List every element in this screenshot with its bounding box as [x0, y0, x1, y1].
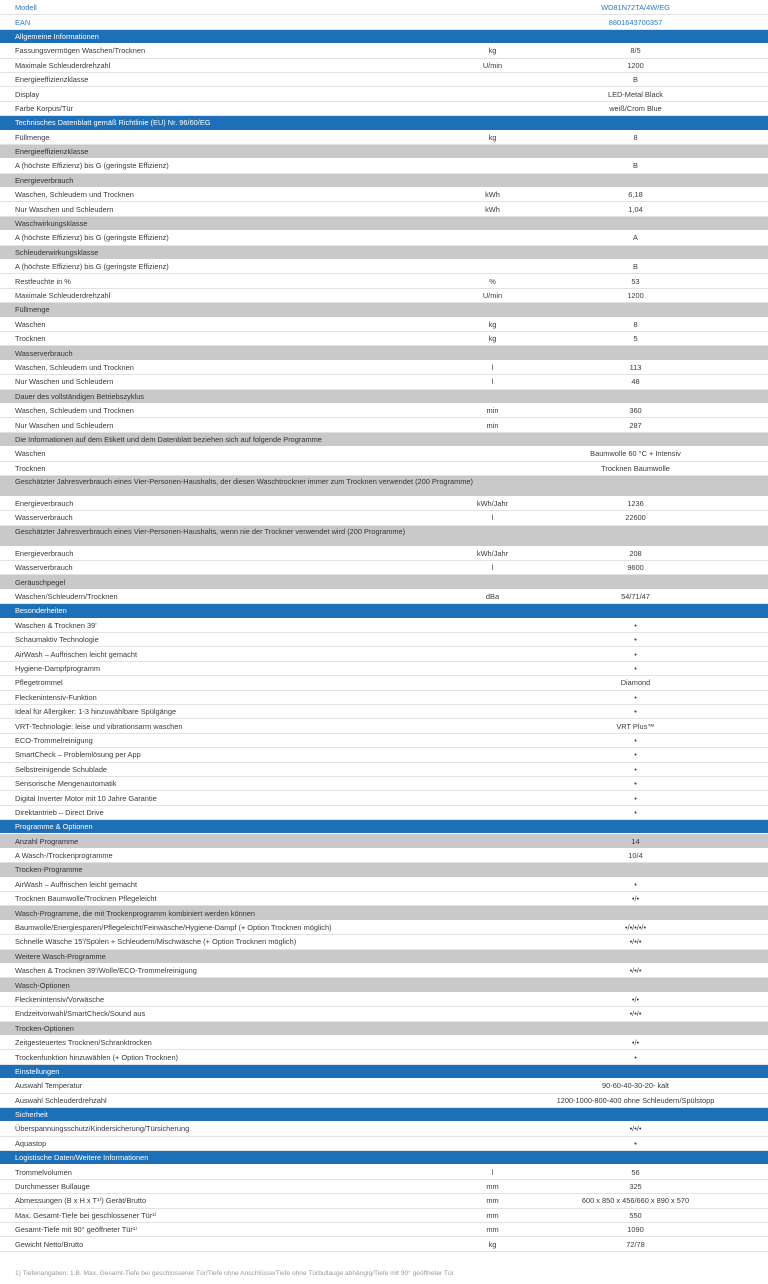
row-label: Wasch-Programme, die mit Trockenprogramm kombiniert werden können [15, 908, 256, 918]
row-value: 56 [631, 1167, 640, 1177]
row-value: B [633, 161, 638, 171]
row-value: 360 [629, 406, 642, 416]
spec-row [0, 734, 768, 748]
spec-row [0, 131, 768, 145]
row-label: Durchmesser Bullauge [15, 1182, 90, 1192]
row-label: Waschwirkungsklasse [15, 219, 88, 229]
spec-row [0, 1209, 768, 1223]
spec-row [0, 332, 768, 346]
row-label: Aquastop [15, 1138, 47, 1148]
spec-row [0, 763, 768, 777]
row-label: Überspannungsschutz/Kindersicherung/Türsicherung [15, 1124, 190, 1134]
subsection-header [0, 575, 768, 589]
spec-row [0, 1137, 768, 1151]
row-label: Modell [15, 3, 37, 13]
spec-row [0, 1223, 768, 1237]
row-value: VRT Plus™ [616, 721, 655, 731]
spec-row [0, 361, 768, 375]
row-label: Gewicht Netto/Brutto [15, 1239, 84, 1249]
row-label: Direktantrieb – Direct Drive [15, 807, 104, 817]
spec-row [0, 1094, 768, 1108]
row-value: 90-60-40-30-20- kalt [602, 1081, 669, 1091]
row-label: A (höchste Effizienz) bis G (geringste Effizienz) [15, 161, 169, 171]
row-label: Wasch-Optionen [15, 980, 70, 990]
row-label: Trocknen [15, 334, 46, 344]
spec-row [0, 719, 768, 733]
row-label: Wasserverbrauch [15, 563, 73, 573]
row-label: Max. Gesamt-Tiefe bei geschlossener Tür¹⁾ [15, 1210, 157, 1220]
row-label: Digital Inverter Motor mit 10 Jahre Garantie [15, 793, 157, 803]
section-header [0, 30, 768, 44]
row-unit: l [491, 563, 494, 573]
row-label: Nur Waschen und Schleudern [15, 420, 114, 430]
row-value: Baumwolle 60 °C + Intensiv [590, 449, 681, 459]
row-value: 113 [629, 362, 642, 372]
row-label: Geschätzter Jahresverbrauch eines Vier-Personen-Haushalts, wenn nie der Trockner verwendet wird (200 Programme) [15, 526, 406, 536]
row-label: AirWash – Auffrischen leicht gemacht [15, 879, 138, 889]
row-label: Display [15, 89, 40, 99]
section-header [0, 116, 768, 130]
row-label: Geräuschpegel [15, 577, 66, 587]
spec-row [0, 590, 768, 604]
row-label: Fleckenintensiv/Vorwäsche [15, 994, 105, 1004]
row-unit: mm [486, 1196, 499, 1206]
row-label: A (höchste Effizienz) bis G (geringste Effizienz) [15, 262, 169, 272]
row-unit: kg [488, 334, 497, 344]
row-value: 53 [631, 276, 640, 286]
subsection-header [0, 433, 768, 447]
spec-row [0, 662, 768, 676]
row-label: Nur Waschen und Schleudern [15, 204, 114, 214]
row-label: Waschen, Schleudern und Trocknen [15, 362, 134, 372]
spec-row [0, 1194, 768, 1208]
row-value: • [634, 1052, 637, 1062]
row-label: Einstellungen [15, 1066, 60, 1076]
row-value: • [634, 779, 637, 789]
spec-row [0, 547, 768, 561]
row-value: • [634, 620, 637, 630]
row-label: Trocken-Optionen [15, 1023, 74, 1033]
row-value: 8 [633, 319, 638, 329]
row-value: 14 [631, 836, 640, 846]
spec-row [0, 1122, 768, 1136]
row-label: Farbe Korpus/Tür [15, 103, 73, 113]
row-unit: kWh [485, 204, 500, 214]
footnote: 1) Tiefenangaben: 1.B. Max. Gesamt-Tiefe bei geschlossener Tür/Tiefe ohne Anschlüsse/Tiefe ohne Türbullauge abhängig/Tiefe mit 90° geöffneter Tür [15, 1270, 454, 1277]
row-label: Besonderheiten [15, 606, 67, 616]
row-value: B [633, 75, 638, 85]
spec-row [0, 633, 768, 647]
row-value: 54/71/47 [621, 592, 650, 602]
subsection-header [0, 1022, 768, 1036]
row-value: 9600 [627, 563, 644, 573]
row-label: Trockenfunktion hinzuwählen (+ Option Trocknen) [15, 1052, 179, 1062]
row-value: 1200-1000-800-400 ohne Schleudern/Spülstopp [556, 1095, 715, 1105]
row-label: Logistische Daten/Weitere Informationen [15, 1153, 149, 1163]
section-header [0, 1065, 768, 1079]
subsection-header [0, 526, 768, 547]
row-unit: kWh [485, 190, 500, 200]
row-label: Zeitgesteuertes Trocknen/Schranktrocken [15, 1038, 152, 1048]
subsection-header [0, 346, 768, 360]
row-label: Waschen [15, 449, 46, 459]
row-value: • [634, 793, 637, 803]
row-label: Nur Waschen und Schleudern [15, 377, 114, 387]
spec-row [0, 1237, 768, 1251]
row-value: • [634, 707, 637, 717]
row-value: 8 [633, 132, 638, 142]
section-header [0, 1108, 768, 1122]
row-label: Hygiene-Dampfprogramm [15, 663, 101, 673]
row-value: • [634, 764, 637, 774]
row-value: 8/5 [630, 46, 641, 56]
row-label: Wasserverbrauch [15, 348, 73, 358]
row-value: 1,04 [628, 204, 643, 214]
row-label: Endzeitvorwahl/SmartCheck/Sound aus [15, 1009, 146, 1019]
row-label: A Wasch-/Trockenprogramme [15, 851, 113, 861]
row-unit: l [491, 362, 494, 372]
row-value: 5 [633, 334, 638, 344]
row-unit: dBa [485, 592, 500, 602]
row-label: Trocknen Baumwolle/Trocknen Pflegeleicht [15, 894, 157, 904]
row-unit: kg [488, 132, 497, 142]
row-label: Waschen, Schleudern und Trocknen [15, 406, 134, 416]
row-label: Waschen/Schleudern/Trocknen [15, 592, 118, 602]
row-label: Fassungsvermögen Waschen/Trocknen [15, 46, 146, 56]
spec-row [0, 964, 768, 978]
row-label: Waschen & Trocknen 39' [15, 620, 97, 630]
row-value: 550 [629, 1210, 642, 1220]
row-value: •/•/• [629, 1009, 642, 1019]
spec-row [0, 676, 768, 690]
row-value: 1200 [627, 60, 644, 70]
spec-row [0, 777, 768, 791]
row-value: 10/4 [628, 851, 643, 861]
spec-row [0, 59, 768, 73]
row-unit: mm [486, 1182, 499, 1192]
spec-row [0, 102, 768, 116]
row-label: Dauer des vollständigen Betriebszyklus [15, 391, 144, 401]
spec-row [0, 159, 768, 173]
row-label: Allgemeine Informationen [15, 31, 99, 41]
row-label: Trocknen [15, 463, 46, 473]
subsection-header [0, 145, 768, 159]
subsection-header [0, 906, 768, 920]
row-unit: kWh/Jahr [476, 499, 509, 509]
spec-row [0, 73, 768, 87]
spec-row [0, 260, 768, 274]
row-value: •/• [631, 894, 640, 904]
row-label: Waschen, Schleudern und Trocknen [15, 190, 134, 200]
row-value: 1200 [627, 291, 644, 300]
row-unit: l [491, 377, 494, 387]
row-value: 8801643700357 [608, 17, 663, 27]
row-value: weiß/Crom Blue [609, 103, 662, 113]
spec-row [0, 806, 768, 820]
row-label: Sicherheit [15, 1110, 48, 1120]
subsection-header [0, 246, 768, 260]
spec-row [0, 231, 768, 245]
row-label: Abmessungen (B x H x T¹⁾) Gerät/Brutto [15, 1196, 147, 1206]
row-value: • [634, 750, 637, 760]
row-value: 72/78 [626, 1239, 645, 1249]
row-label: VRT-Technologie: leise und vibrationsarm waschen [15, 721, 183, 731]
row-label: Maximale Schleuderdrehzahl [15, 60, 111, 70]
section-header [0, 1151, 768, 1165]
spec-row [0, 748, 768, 762]
row-unit: kg [488, 319, 497, 329]
row-value: 600 x 850 x 456/660 x 890 x 570 [581, 1196, 690, 1206]
subsection-header [0, 303, 768, 317]
row-value: • [634, 649, 637, 659]
row-label: Füllmenge [15, 305, 50, 315]
row-label: Ideal für Allergiker: 1-3 hinzuwählbare Spülgänge [15, 707, 177, 717]
row-label: EAN [15, 17, 31, 27]
spec-row [0, 878, 768, 892]
row-value: • [634, 735, 637, 745]
row-value: • [634, 807, 637, 817]
row-label: Technisches Datenblatt gemäß Richtlinie (EU) Nr. 96/60/EG [15, 118, 211, 128]
row-label: Energieverbrauch [15, 499, 74, 509]
row-label: Restfeuchte in % [15, 276, 71, 286]
spec-row [0, 935, 768, 949]
row-label: Wasserverbrauch [15, 513, 73, 523]
row-value: •/•/• [629, 937, 642, 947]
row-label: Waschen [15, 319, 46, 329]
spec-row [0, 511, 768, 525]
row-label: Selbstreinigende Schublade [15, 764, 108, 774]
row-label: Schnelle Wäsche 15'/Spülen + Schleudern/Mischwäsche (+ Option Trocknen möglich) [15, 937, 297, 947]
row-value: A [633, 233, 638, 243]
row-value: 1090 [627, 1225, 644, 1235]
spec-row [0, 561, 768, 575]
row-value: •/•/•/•/• [624, 923, 647, 933]
row-label: Weitere Wasch-Programme [15, 951, 106, 961]
row-label: A (höchste Effizienz) bis G (geringste Effizienz) [15, 233, 169, 243]
spec-row [0, 404, 768, 418]
row-unit: kWh/Jahr [476, 548, 509, 558]
row-label: Anzahl Programme [15, 836, 79, 846]
row-value: Trocknen Baumwolle [601, 463, 670, 473]
spec-row [0, 1165, 768, 1179]
subsection-header [0, 950, 768, 964]
row-value: •/• [631, 994, 640, 1004]
row-label: Die Informationen auf dem Etikett und dem Datenblatt beziehen sich auf folgende Programme [15, 434, 322, 444]
subsection-header [0, 863, 768, 877]
row-unit: kg [488, 46, 497, 56]
row-value: 48 [631, 377, 640, 387]
row-label: AirWash – Auffrischen leicht gemacht [15, 649, 138, 659]
spec-row [0, 921, 768, 935]
spec-row [0, 447, 768, 461]
subsection-header [0, 978, 768, 992]
row-unit: l [491, 513, 494, 523]
subsection-header [0, 174, 768, 188]
spec-row [0, 647, 768, 661]
row-value: • [634, 692, 637, 702]
row-label: Baumwolle/Energiesparen/Pflegeleicht/Feinwäsche/Hygiene-Dampf (+ Option Trocknen möglich) [15, 923, 332, 933]
row-label: Energieverbrauch [15, 548, 74, 558]
row-unit: mm [486, 1210, 499, 1220]
row-value: 208 [629, 548, 642, 558]
spec-row [0, 87, 768, 101]
row-value: B [633, 262, 638, 272]
spec-row [0, 318, 768, 332]
spec-row [0, 289, 768, 303]
spec-row [0, 202, 768, 216]
row-value: •/•/• [629, 1124, 642, 1134]
spec-row [0, 1180, 768, 1194]
subsection-header [0, 390, 768, 404]
row-value: 287 [629, 420, 642, 430]
row-value: 1236 [627, 499, 644, 509]
spec-row [0, 993, 768, 1007]
row-value: • [634, 879, 637, 889]
row-value: •/•/• [629, 966, 642, 976]
row-value: • [634, 663, 637, 673]
row-value: • [634, 635, 637, 645]
row-unit: l [491, 1167, 494, 1177]
spec-row [0, 462, 768, 476]
spec-row [0, 791, 768, 805]
subsection-header [0, 476, 768, 497]
row-unit: kg [488, 1239, 497, 1249]
row-value: 6,18 [628, 190, 643, 200]
row-unit: min [486, 420, 499, 430]
row-value: LED-Metal Black [607, 89, 664, 99]
row-label: Sensorische Mengenautomatik [15, 779, 117, 789]
spec-row [0, 705, 768, 719]
spec-row [0, 418, 768, 432]
row-label: Waschen & Trocknen 39'/Wolle/ECO-Trommelreinigung [15, 966, 197, 976]
spec-row [0, 1, 768, 15]
spec-row [0, 15, 768, 29]
spec-row [0, 619, 768, 633]
row-unit: % [489, 276, 496, 286]
row-label: Schleuderwirkungsklasse [15, 247, 99, 257]
row-label: Trommelvolumen [15, 1167, 72, 1177]
spec-row [0, 497, 768, 511]
spec-row [0, 1079, 768, 1093]
row-label: Energieeffizienzklasse [15, 147, 89, 157]
row-label: Fleckenintensiv-Funktion [15, 692, 97, 702]
spec-row [0, 691, 768, 705]
row-label: Pflegetrommel [15, 678, 63, 688]
row-label: SmartCheck – Problemlösung per App [15, 750, 141, 760]
row-label: Energieverbrauch [15, 175, 74, 185]
spec-row [0, 1050, 768, 1064]
spec-row [0, 188, 768, 202]
section-header [0, 604, 768, 618]
spec-row [0, 274, 768, 288]
row-unit: mm [486, 1225, 499, 1235]
row-label: Geschätzter Jahresverbrauch eines Vier-Personen-Haushalts, der diesen Waschtrockner immer zum Trocknen verwendet (200 Programme) [15, 476, 474, 486]
row-unit: min [486, 406, 499, 416]
row-label: Programme & Optionen [15, 822, 93, 832]
row-label: Auswahl Schleuderdrehzahl [15, 1095, 107, 1105]
spec-row [0, 1036, 768, 1050]
row-label: Maximale Schleuderdrehzahl [15, 291, 111, 300]
row-label: Schaumaktiv Technologie [15, 635, 99, 645]
row-label: Trocken-Programme [15, 865, 83, 875]
spec-row [0, 892, 768, 906]
row-unit: U/min [482, 60, 503, 70]
spec-row [0, 44, 768, 58]
subsection-header [0, 217, 768, 231]
row-label: Auswahl Temperatur [15, 1081, 83, 1091]
spec-row [0, 1007, 768, 1021]
section-header [0, 820, 768, 834]
subsection-header [0, 834, 768, 848]
row-value: Diamond [620, 678, 651, 688]
row-label: Gesamt-Tiefe mit 90° geöffneter Tür¹⁾ [15, 1225, 138, 1235]
row-value: 22600 [625, 513, 646, 523]
row-value: •/• [631, 1038, 640, 1048]
row-value: WD81N72TA/4W/EG [601, 3, 670, 13]
row-label: ECO-Trommelreinigung [15, 735, 93, 745]
row-value: 325 [629, 1182, 642, 1192]
row-value: • [634, 1138, 637, 1148]
row-unit: U/min [482, 291, 503, 300]
row-label: Füllmenge [15, 132, 50, 142]
spec-row [0, 849, 768, 863]
spec-row [0, 375, 768, 389]
row-label: Energieeffizienzklasse [15, 75, 89, 85]
